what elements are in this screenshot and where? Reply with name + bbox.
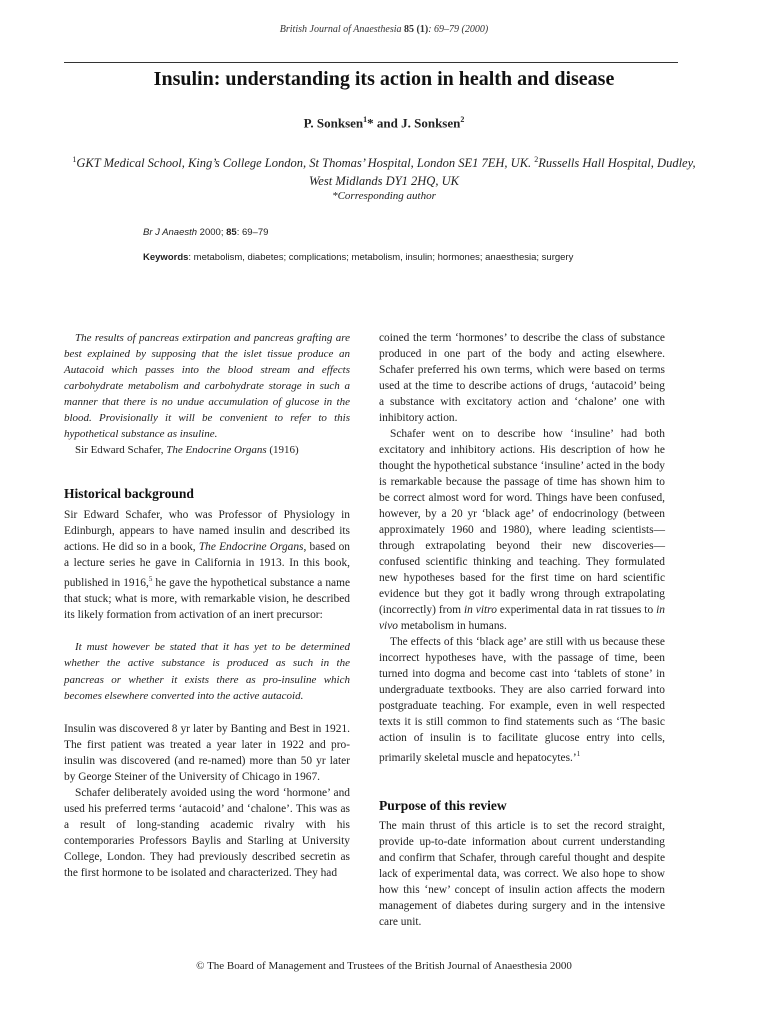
paragraph	[379, 426, 665, 634]
paragraph: Schafer deliberately avoided using the word ‘hormone’ and used his preferred terms ‘autacoid’ and ‘chalone’. This was as a result of long-standing academic rivalry with his contemporaries Professors Baylis and Starling at University College, London. They had previously described secretin as the first hormone to be isolated and characterized. They had	[64, 786, 350, 879]
epigraph-book: The Endocrine Organs	[166, 444, 267, 456]
epigraph: The results of pancreas extirpation and pancreas grafting are best explained by supposing that the islet tissue produce an Autacoid which passes into the blood stream and effects carbohydrate metabolism and carbohydrate storage in such a manner that there is no undue accumulation of glucose in the blood. Provisionally it will be convenient to refer to this hypothetical substance as insuline.	[64, 332, 350, 440]
keywords-label: Keywords	[143, 252, 189, 263]
p1-a: Sir Edward Schafer, who was Professor of Physiology in Edinburgh, appears to have named insulin and described its actions. He did so in a book,	[64, 509, 350, 553]
journal-volume: 85 (1)	[404, 24, 429, 35]
left-column	[64, 330, 350, 881]
running-head	[0, 24, 768, 35]
affil-2-mark: 2	[534, 155, 539, 164]
affil-2: Russells Hall Hospital, Dudley, West Midlands DY1 2HQ, UK	[309, 156, 696, 189]
epigraph-author: Sir Edward Schafer,	[75, 444, 167, 456]
p5-c: metabolism in humans.	[397, 620, 507, 632]
heading-historical-background: Historical background	[64, 486, 194, 501]
p5-a: Schafer went on to describe how ‘insuline’ had both excitatory and inhibitory actions. His description of how he thought the hypothetical substance ‘insuline’ acted in the body is remarkable because the passage of time has shown him to be correct almost word for word. Things have been confused, however, by a 20 yr ‘black age’ of endocrinology (between approximately 1960 and 1980), where leading scientists—through extrapolating beyond their new discoveries—confused scientific thinking and teaching. They formulated new hypotheses based for the first time on hard scientific evidence but they got it badly wrong through extrapolating (incorrectly) from	[379, 428, 665, 616]
paragraph	[379, 634, 665, 766]
p5-in-vivo: in vivo	[379, 604, 665, 632]
keywords-text: : metabolism, diabetes; complications; metabolism, insulin; hormones; anaesthesia; surgery	[188, 252, 574, 263]
author-joiner: * and	[367, 115, 402, 131]
p1-c: he gave the hypothetical substance a name that stuck; what is more, with remarkable vision, he described its likely formation from activation of an inert precursor:	[64, 576, 350, 621]
p5-in-vitro: in vitro	[463, 604, 497, 616]
epigraph-source	[64, 442, 350, 458]
p6-text: The effects of this ‘black age’ are still with us because these incorrect hypotheses have, with the passage of time, been turned into dogma and become cast into ‘tablets of stone’ in undergraduate textbooks. They are also carried forward into postgraduate teaching. For example, even in well respected texts it is still common to find statements such as ‘The basic action of insulin is to facilitate glucose entry into cells, primarily skeletal muscle and hepatocytes.’	[379, 636, 665, 764]
heading-purpose-of-review: Purpose of this review	[379, 797, 507, 813]
header-rule	[64, 62, 678, 63]
keywords	[143, 251, 613, 265]
p1-book-title: The Endocrine Organs	[198, 541, 304, 553]
affil-1-mark: 1	[72, 155, 77, 164]
citation-year: 2000;	[197, 227, 227, 238]
author-1-affil: 1	[363, 115, 368, 124]
paragraph: coined the term ‘hormones’ to describe the class of substance produced in one part of the body and acting elsewhere. Schafer preferred his own terms, which were based on terms used at the time to describe actions of drugs, ‘autacoid’ being a substance with excitatory action and ‘chalone’ one with inhibitory action.	[379, 332, 665, 424]
journal-name: British Journal of Anaesthesia	[279, 24, 402, 35]
author-line	[0, 115, 768, 131]
author-2-affil: 2	[460, 115, 465, 124]
journal-pages: : 69–79 (2000)	[428, 24, 489, 35]
corresponding-author: *Corresponding author	[332, 190, 436, 202]
paragraph: The main thrust of this article is to set the record straight, provide up-to-date information about current understanding and confirm that Schafer, through careful thought and despite lack of experimental data, was correct. We also hope to show how this ‘new’ concept of insulin action affects the modern management of diabetes during surgery and in the intensive care unit.	[379, 819, 665, 928]
citation-line	[143, 226, 613, 240]
p1-b: , based on a lecture series he gave in California in 1913. In this book, published in 1916,	[64, 541, 351, 589]
reference-5: 5	[148, 575, 153, 583]
article-title: Insulin: understanding its action in health and disease	[153, 68, 615, 90]
citation-volume: 85	[226, 227, 237, 238]
citation-pages: : 69–79	[236, 227, 269, 238]
reference-1: 1	[576, 750, 581, 758]
affiliations	[60, 151, 708, 190]
author-1: P. Sonksen	[303, 115, 364, 131]
p5-b: experimental data in rat tissues to	[496, 604, 657, 616]
paragraph: Insulin was discovered 8 yr later by Banting and Best in 1921. The first patient was treated a year later in 1922 and pro-insulin was discovered (and re-named) more than 50 yr later by George Steiner of the University of Chicago in 1967.	[64, 722, 350, 783]
right-column	[379, 330, 665, 930]
epigraph-year: (1916)	[266, 444, 299, 456]
copyright-footer: © The Board of Management and Trustees of the British Journal of Anaesthesia 2000	[196, 960, 572, 972]
affil-1: GKT Medical School, King’s College London, St Thomas’ Hospital, London SE1 7EH, UK.	[76, 156, 532, 171]
citation-journal: Br J Anaesth	[143, 227, 198, 238]
author-2: J. Sonksen	[401, 115, 461, 131]
block-quote: It must however be stated that it has yet to be determined whether the active substance is produced as such in the pancreas or whether it exists there as pro-insuline which becomes elsewhere converted into the active autacoid.	[64, 640, 350, 703]
paragraph	[64, 507, 350, 623]
